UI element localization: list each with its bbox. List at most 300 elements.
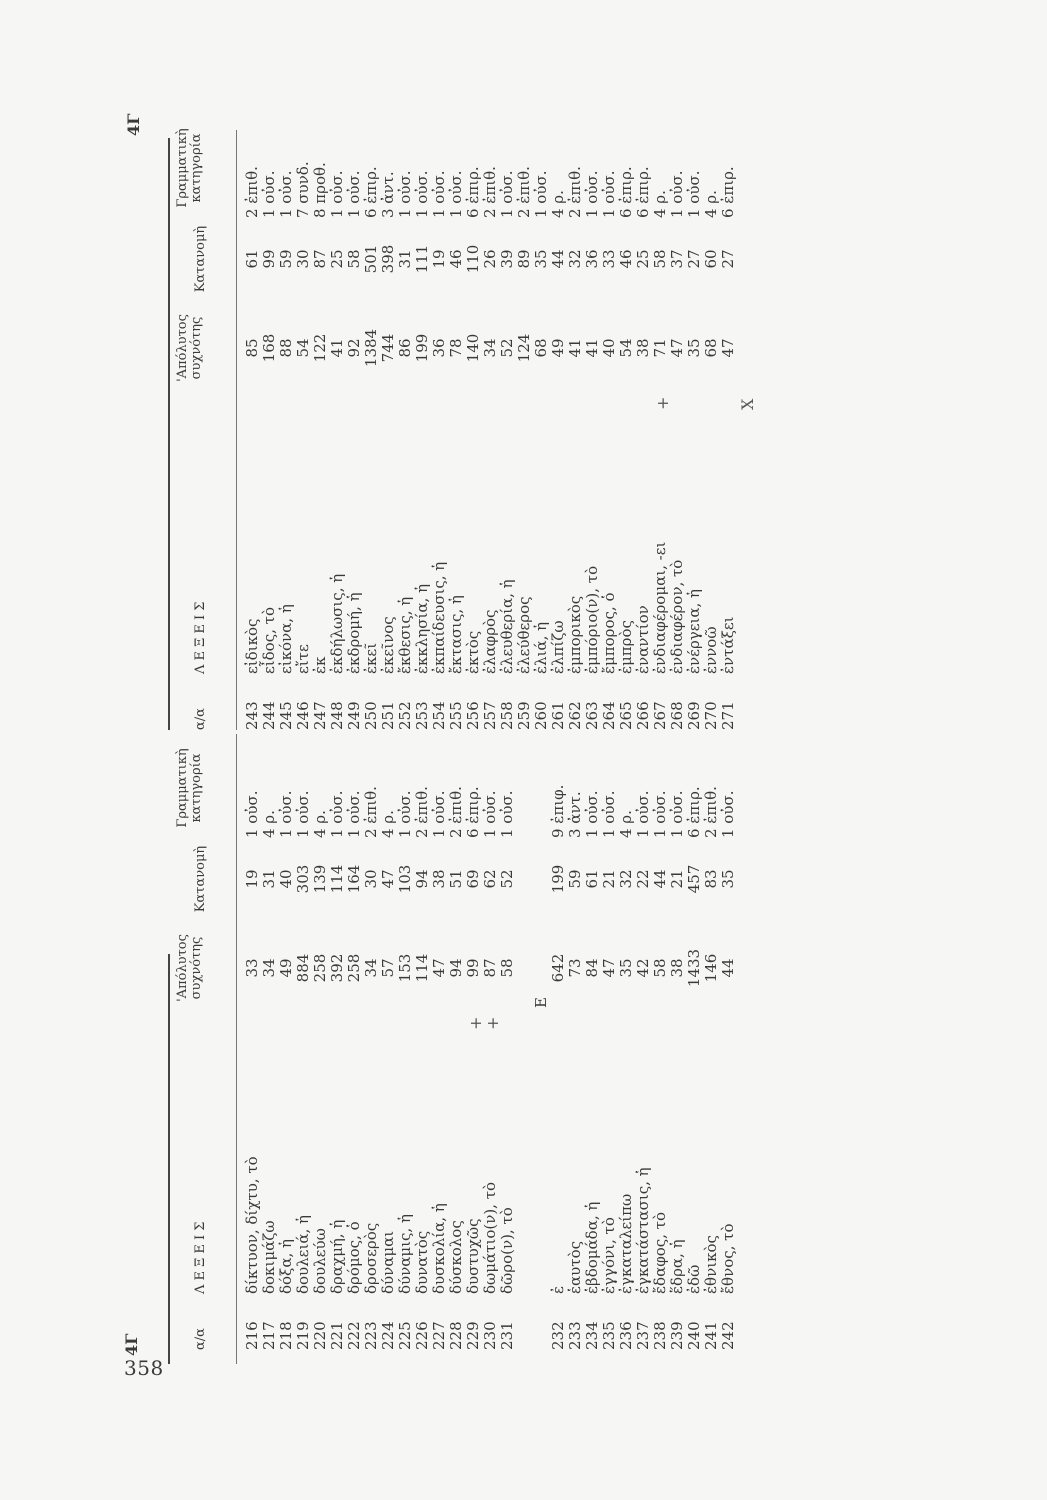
cell-abs: 1384 <box>362 328 380 368</box>
cell-dist: 46 <box>617 249 635 269</box>
cell-cat: 1 οὐσ. <box>498 170 516 218</box>
cell-abs: 41 <box>583 338 601 358</box>
cell-dist: 59 <box>566 869 584 889</box>
cell-num: 224 <box>379 1321 397 1350</box>
header-cat-line2: κατηγορία <box>189 753 204 823</box>
cell-dist: 87 <box>311 249 329 269</box>
cell-num: 242 <box>719 1321 737 1350</box>
cell-num: 217 <box>260 1321 278 1350</box>
cell-num: 269 <box>685 701 703 730</box>
cell-dist: 62 <box>481 869 499 889</box>
cell-abs: 84 <box>583 958 601 978</box>
rule-top-left <box>168 954 170 1364</box>
rule-header-left <box>236 734 237 1364</box>
cell-dist: 35 <box>719 869 737 889</box>
cell-abs: 78 <box>447 338 465 358</box>
cell-word: εἶδος, τὸ <box>260 607 278 674</box>
cell-dist: 32 <box>617 869 635 889</box>
section-letter: Ε <box>532 997 550 1008</box>
cell-cat: 2 ἐπιθ. <box>566 166 584 218</box>
cell-cat: 1 οὐσ. <box>277 790 295 838</box>
cell-word: δωμάτιο(ν), τὸ <box>481 1181 499 1294</box>
cell-abs: 34 <box>362 958 380 978</box>
cell-cat: 7 συνδ. <box>294 161 312 218</box>
cell-num: 221 <box>328 1321 346 1350</box>
cell-cat: 6 ἐπιρ. <box>719 166 737 218</box>
cell-cat: 1 οὐσ. <box>651 790 669 838</box>
cell-abs: 258 <box>311 953 329 983</box>
cell-cat: 1 οὐσ. <box>328 170 346 218</box>
cell-cat: 3 ἀντ. <box>566 791 584 838</box>
cell-cat: 6 ἐπιρ. <box>362 166 380 218</box>
cell-dist: 99 <box>260 249 278 269</box>
cell-num: 248 <box>328 701 346 730</box>
cell-abs: 47 <box>719 338 737 358</box>
cell-num: 253 <box>413 701 431 730</box>
page-number: 358 <box>124 1356 164 1380</box>
cell-dist: 47 <box>379 869 397 889</box>
cell-dist: 21 <box>668 869 686 889</box>
cell-num: 228 <box>447 1321 465 1350</box>
cell-num: 263 <box>583 701 601 730</box>
cell-cat: 1 οὐσ. <box>345 170 363 218</box>
cell-cat: 2 ἐπιθ. <box>413 786 431 838</box>
cell-cat: 6 ἐπιρ. <box>685 786 703 838</box>
table-left <box>0 700 1047 1356</box>
cell-num: 259 <box>515 701 533 730</box>
cell-cat: 1 οὐσ. <box>447 170 465 218</box>
cell-abs: 57 <box>379 958 397 978</box>
cell-word: ἐκδήλωσις, ἡ <box>328 573 346 674</box>
cell-cat: 2 ἐπιθ. <box>702 786 720 838</box>
cell-word: ἐναντίον <box>634 605 652 674</box>
cell-abs: 42 <box>634 958 652 978</box>
cell-cat: 4 ρ. <box>311 810 329 838</box>
header-cat-line1: Γραμματικὴ <box>175 748 190 828</box>
cell-word: ἐ <box>549 1285 567 1294</box>
cell-abs: 168 <box>260 333 278 363</box>
cell-dist: 30 <box>362 869 380 889</box>
cell-word: δουλειά, ἡ <box>294 1215 312 1294</box>
cell-dist: 44 <box>651 869 669 889</box>
cell-abs: 392 <box>328 953 346 983</box>
cell-abs: 44 <box>719 958 737 978</box>
cell-num: 236 <box>617 1321 635 1350</box>
rule-top-right <box>168 138 170 730</box>
cell-abs: 1433 <box>685 948 703 988</box>
cell-cat: 8 προθ. <box>311 162 329 218</box>
cell-dist: 58 <box>651 249 669 269</box>
cell-dist: 60 <box>702 249 720 269</box>
cell-dist: 31 <box>260 869 278 889</box>
cell-cat: 1 οὐσ. <box>413 170 431 218</box>
cell-dist: 69 <box>464 869 482 889</box>
cell-dist: 19 <box>430 249 448 269</box>
cell-dist: 35 <box>532 249 550 269</box>
cross-mark: X <box>738 398 757 410</box>
cell-num: 227 <box>430 1321 448 1350</box>
cell-word: δουλεύω <box>311 1228 329 1294</box>
cell-abs: 642 <box>549 953 567 983</box>
cell-abs: 68 <box>532 338 550 358</box>
header-distribution: Κατανομὴ <box>193 225 208 293</box>
cell-dist: 89 <box>515 249 533 269</box>
cell-abs: 258 <box>345 953 363 983</box>
cell-word: ἐνδιαφέρομαι, -ει <box>651 541 669 674</box>
cell-abs: 85 <box>243 338 261 358</box>
cell-word: ἐδῶ <box>685 1264 703 1294</box>
cell-abs: 35 <box>685 338 703 358</box>
cell-num: 237 <box>634 1321 652 1350</box>
cell-num: 251 <box>379 701 397 730</box>
cell-cat: 2 ἐπιθ. <box>243 166 261 218</box>
cell-word: ἐγκαταλείπω <box>617 1193 635 1294</box>
cell-cat: 4 ρ. <box>651 190 669 218</box>
cell-word: ἐγκατάστασις, ἡ <box>634 1167 652 1294</box>
cell-abs: 40 <box>600 338 618 358</box>
cell-abs: 92 <box>345 338 363 358</box>
cell-word: ἐμπόριο(ν), τὸ <box>583 565 601 674</box>
cell-abs: 86 <box>396 338 414 358</box>
cell-num: 220 <box>311 1321 329 1350</box>
cell-abs: 58 <box>498 958 516 978</box>
cell-word: ἐμπρὸς <box>617 620 635 674</box>
cell-dist: 40 <box>277 869 295 889</box>
cell-cat: 1 οὐσ. <box>583 790 601 838</box>
cell-cat: 1 οὐσ. <box>396 170 414 218</box>
cell-dist: 114 <box>328 864 346 894</box>
cell-cat: 1 οὐσ. <box>345 790 363 838</box>
header-category <box>176 738 204 838</box>
cell-cat: 4 ρ. <box>702 190 720 218</box>
cell-num: 230 <box>481 1321 499 1350</box>
cell-num: 266 <box>634 701 652 730</box>
cell-cat: 6 ἐπιρ. <box>464 786 482 838</box>
header-abs-line2: συχνότης <box>189 316 204 380</box>
cell-word: ἐλιά, ἡ <box>532 621 550 674</box>
cell-dist: 27 <box>685 249 703 269</box>
header-abs-line1: 'Απόλυτος <box>175 314 190 382</box>
cell-cat: 1 οὐσ. <box>294 790 312 838</box>
cell-dist: 30 <box>294 249 312 269</box>
cell-word: δρόμος, ὁ <box>345 1221 363 1294</box>
cell-abs: 34 <box>481 338 499 358</box>
cell-num: 238 <box>651 1321 669 1350</box>
cell-dist: 51 <box>447 869 465 889</box>
cell-cat: 2 ἐπιθ. <box>515 166 533 218</box>
cell-word: ἐκτὸς <box>464 630 482 674</box>
header-abs-line2: συχνότης <box>189 936 204 1000</box>
cell-cat: 4 ρ. <box>379 810 397 838</box>
cell-num: 246 <box>294 701 312 730</box>
cell-num: 252 <box>396 701 414 730</box>
cell-word: ἐγγόνι, τὸ <box>600 1217 618 1294</box>
cell-cat: 1 οὐσ. <box>532 170 550 218</box>
section-code-right: 4Γ <box>124 113 143 136</box>
cell-cat: 1 οὐσ. <box>498 790 516 838</box>
cell-word: ἐκδρομή, ἡ <box>345 592 363 674</box>
cell-dist: 199 <box>549 864 567 894</box>
cell-abs: 71 <box>651 338 669 358</box>
header-abs-line1: 'Απόλυτος <box>175 934 190 1002</box>
cell-num: 261 <box>549 701 567 730</box>
cell-word: ἐκ <box>311 656 329 674</box>
cell-dist: 39 <box>498 249 516 269</box>
cell-dist: 59 <box>277 249 295 269</box>
cell-cat: 2 ἐπιθ. <box>362 786 380 838</box>
cell-word: ἕδρα, ἡ <box>668 1239 686 1294</box>
header-word: Λ Ε Ξ Ε Ι Σ <box>193 1221 208 1294</box>
cell-dist: 83 <box>702 869 720 889</box>
cell-cat: 1 οὐσ. <box>430 790 448 838</box>
cell-num: 254 <box>430 701 448 730</box>
cell-abs: 35 <box>617 958 635 978</box>
cell-num: 239 <box>668 1321 686 1350</box>
cell-word: ἔκθεσις, ἡ <box>396 596 414 674</box>
cell-num: 240 <box>685 1321 703 1350</box>
cell-dist: 94 <box>413 869 431 889</box>
cell-abs: 41 <box>328 338 346 358</box>
cell-num: 249 <box>345 701 363 730</box>
cell-word: δραχμή, ἡ <box>328 1219 346 1294</box>
cell-num: 247 <box>311 701 329 730</box>
cell-word: δυσκολία, ἡ <box>430 1203 448 1294</box>
cell-num: 243 <box>243 701 261 730</box>
cell-abs: 122 <box>311 333 329 363</box>
cell-word: ἐθνικὸς <box>702 1235 720 1294</box>
cell-dist: 164 <box>345 864 363 894</box>
cell-word: ἐκεῖ <box>362 642 380 674</box>
plus-mark: + <box>483 1016 502 1030</box>
cell-abs: 124 <box>515 333 533 363</box>
cell-cat: 3 ἀντ. <box>379 171 397 218</box>
rule-header-right <box>236 130 237 730</box>
cell-dist: 61 <box>243 249 261 269</box>
cell-dist: 46 <box>447 249 465 269</box>
cell-abs: 49 <box>277 958 295 978</box>
cell-dist: 501 <box>362 244 380 274</box>
cell-num: 218 <box>277 1321 295 1350</box>
cell-dist: 398 <box>379 244 397 274</box>
cell-cat: 1 οὐσ. <box>685 170 703 218</box>
cell-word: δῶρο(ν), τὸ <box>498 1207 516 1294</box>
cell-num: 250 <box>362 701 380 730</box>
cell-num: 257 <box>481 701 499 730</box>
cell-num: 265 <box>617 701 635 730</box>
cell-abs: 47 <box>430 958 448 978</box>
cell-word: δύναμις, ἡ <box>396 1214 414 1294</box>
cell-cat: 6 ἐπιρ. <box>464 166 482 218</box>
cell-cat: 2 ἐπιθ. <box>481 166 499 218</box>
cell-dist: 52 <box>498 869 516 889</box>
cell-word: δυστυχῶς <box>464 1218 482 1294</box>
cell-num: 223 <box>362 1321 380 1350</box>
cell-dist: 44 <box>549 249 567 269</box>
cell-abs: 47 <box>600 958 618 978</box>
cell-num: 255 <box>447 701 465 730</box>
cell-word: ἔδαφος, τὸ <box>651 1211 669 1294</box>
cell-abs: 47 <box>668 338 686 358</box>
cell-word: ἐλαφρὸς <box>481 609 499 674</box>
cell-num: 235 <box>600 1321 618 1350</box>
cell-word: δοκιμάζω <box>260 1220 278 1294</box>
cell-dist: 37 <box>668 249 686 269</box>
header-cat-line2: κατηγορία <box>189 133 204 203</box>
cell-cat: 1 οὐσ. <box>634 790 652 838</box>
header-absolute-frequency <box>176 918 204 1018</box>
cell-cat: 1 οὐσ. <box>668 790 686 838</box>
cell-num: 216 <box>243 1321 261 1350</box>
cell-dist: 32 <box>566 249 584 269</box>
cell-dist: 25 <box>328 249 346 269</box>
cell-word: ἐνδιαφέρον, τὸ <box>668 559 686 674</box>
cell-num: 268 <box>668 701 686 730</box>
cell-word: δύναμαι <box>379 1230 397 1294</box>
cell-dist: 139 <box>311 864 329 894</box>
cell-dist: 31 <box>396 249 414 269</box>
cell-dist: 36 <box>583 249 601 269</box>
cell-word: ἐννοῶ <box>702 626 720 674</box>
cell-num: 229 <box>464 1321 482 1350</box>
cell-num: 222 <box>345 1321 363 1350</box>
cell-word: ἑαυτὸς <box>566 1240 584 1294</box>
cell-abs: 38 <box>668 958 686 978</box>
table-right <box>0 80 1047 730</box>
cell-abs: 87 <box>481 958 499 978</box>
plus-mark: + <box>466 1016 485 1030</box>
cell-num: 256 <box>464 701 482 730</box>
cell-word: εἴτε <box>294 644 312 674</box>
cell-cat: 1 οὐσ. <box>600 790 618 838</box>
cell-abs: 94 <box>447 958 465 978</box>
cell-cat: 4 ρ. <box>260 810 278 838</box>
cell-abs: 153 <box>396 953 414 983</box>
header-word: Λ Ε Ξ Ε Ι Σ <box>193 601 208 674</box>
cell-word: ἔθνος, τὸ <box>719 1223 737 1294</box>
cell-dist: 21 <box>600 869 618 889</box>
cell-cat: 1 οὐσ. <box>243 790 261 838</box>
cell-cat: 1 οὐσ. <box>260 170 278 218</box>
cell-word: ἑβδομάδα, ἡ <box>583 1201 601 1294</box>
cell-num: 231 <box>498 1321 516 1350</box>
cell-num: 225 <box>396 1321 414 1350</box>
cell-abs: 54 <box>294 338 312 358</box>
header-num: α/α <box>193 1328 208 1350</box>
cell-num: 244 <box>260 701 278 730</box>
cell-dist: 19 <box>243 869 261 889</box>
cell-abs: 38 <box>634 338 652 358</box>
cell-dist: 25 <box>634 249 652 269</box>
cell-abs: 199 <box>413 333 431 363</box>
header-num: α/α <box>193 708 208 730</box>
cell-num: 219 <box>294 1321 312 1350</box>
cell-abs: 52 <box>498 338 516 358</box>
cell-cat: 1 οὐσ. <box>277 170 295 218</box>
cell-abs: 73 <box>566 958 584 978</box>
header-category <box>176 118 204 218</box>
cell-num: 241 <box>702 1321 720 1350</box>
cell-abs: 88 <box>277 338 295 358</box>
cell-word: ἐμπορικὸς <box>566 595 584 674</box>
cell-word: δροσερὸς <box>362 1222 380 1294</box>
cell-dist: 58 <box>345 249 363 269</box>
cell-word: εἰκόνα, ἡ <box>277 604 295 674</box>
section-code-left: 4Γ <box>122 1333 141 1356</box>
cell-cat: 1 οὐσ. <box>600 170 618 218</box>
cell-cat: 1 οὐσ. <box>583 170 601 218</box>
cell-word: ἐκκλησία, ἡ <box>413 583 431 674</box>
cell-num: 270 <box>702 701 720 730</box>
cell-dist: 26 <box>481 249 499 269</box>
cell-dist: 38 <box>430 869 448 889</box>
cell-word: δόξα, ἡ <box>277 1239 295 1294</box>
cell-num: 262 <box>566 701 584 730</box>
cell-cat: 4 ρ. <box>549 190 567 218</box>
cell-num: 271 <box>719 701 737 730</box>
cell-abs: 99 <box>464 958 482 978</box>
cell-num: 226 <box>413 1321 431 1350</box>
cell-word: ἐκπαίδευσις, ἡ <box>430 561 448 674</box>
cell-dist: 33 <box>600 249 618 269</box>
cell-word: εἰδικὸς <box>243 618 261 674</box>
cell-abs: 34 <box>260 958 278 978</box>
cell-abs: 68 <box>702 338 720 358</box>
cell-word: δυνατὸς <box>413 1230 431 1294</box>
cell-dist: 61 <box>583 869 601 889</box>
cell-cat: 1 οὐσ. <box>668 170 686 218</box>
header-absolute-frequency <box>176 298 204 398</box>
cell-word: ἐνέργεια, ἡ <box>685 588 703 674</box>
cell-abs: 146 <box>702 953 720 983</box>
cell-abs: 140 <box>464 333 482 363</box>
cell-abs: 33 <box>243 958 261 978</box>
cell-word: ἐλεύθερος <box>515 596 533 674</box>
cell-num: 233 <box>566 1321 584 1350</box>
cell-cat: 2 ἐπιθ. <box>447 786 465 838</box>
cell-cat: 6 ἐπιρ. <box>617 166 635 218</box>
cell-cat: 1 οὐσ. <box>396 790 414 838</box>
plus-mark: + <box>653 396 672 410</box>
cell-word: δίκτυον, δίχτυ, τὸ <box>243 1156 261 1294</box>
cell-dist: 22 <box>634 869 652 889</box>
cell-num: 260 <box>532 701 550 730</box>
header-cat-line1: Γραμματικὴ <box>175 128 190 208</box>
cell-num: 267 <box>651 701 669 730</box>
cell-abs: 41 <box>566 338 584 358</box>
cell-num: 258 <box>498 701 516 730</box>
cell-dist: 303 <box>294 864 312 894</box>
cell-cat: 4 ρ. <box>617 810 635 838</box>
cell-num: 264 <box>600 701 618 730</box>
cell-word: ἐντάξει <box>719 616 737 674</box>
cell-abs: 36 <box>430 338 448 358</box>
cell-word: ἐλευθερία, ἡ <box>498 579 516 674</box>
header-distribution: Κατανομὴ <box>193 845 208 913</box>
cell-dist: 457 <box>685 864 703 894</box>
cell-abs: 114 <box>413 953 431 983</box>
cell-dist: 103 <box>396 864 414 894</box>
cell-num: 234 <box>583 1321 601 1350</box>
cell-word: ἐκεῖνος <box>379 616 397 674</box>
cell-num: 245 <box>277 701 295 730</box>
cell-word: ἔμπορος, ὁ <box>600 592 618 674</box>
cell-word: ἔκτασις, ἡ <box>447 595 465 674</box>
cell-abs: 884 <box>294 953 312 983</box>
cell-abs: 49 <box>549 338 567 358</box>
cell-word: ἐλπίζω <box>549 620 567 674</box>
cell-dist: 111 <box>413 244 431 274</box>
cell-abs: 744 <box>379 333 397 363</box>
